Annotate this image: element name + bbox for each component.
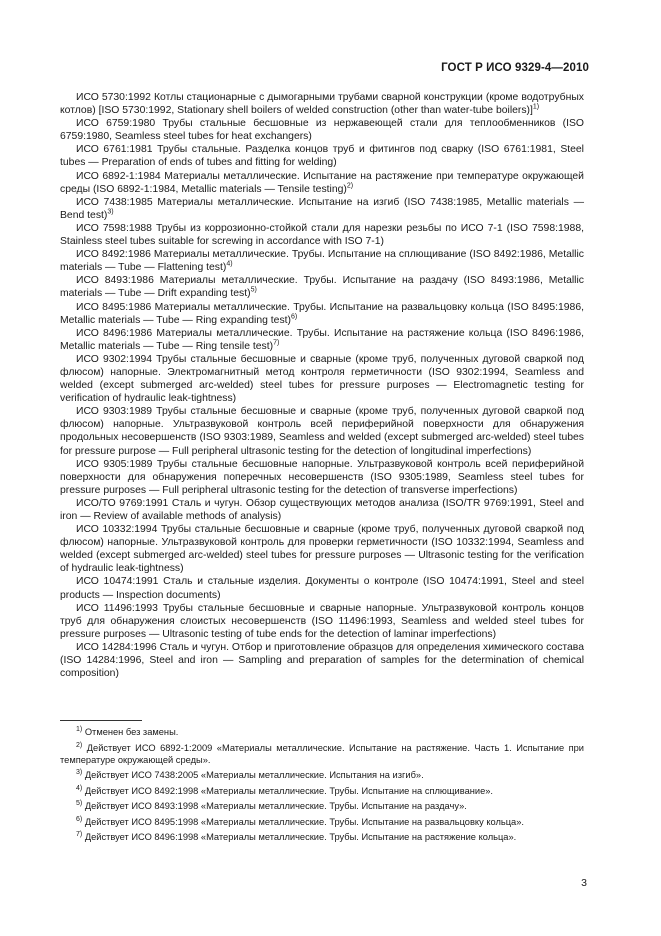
- reference-item: [60, 458, 584, 497]
- reference-item: [60, 91, 584, 117]
- reference-text: ИСО 8493:1986 Материалы металлические. Трубы. Испытание на раздачу (ISO 8493:1986, Metallic materials — Tube — Drift expanding test): [60, 275, 584, 300]
- footnote-separator: [60, 720, 142, 721]
- reference-text: ИСО 9302:1994 Трубы стальные бесшовные и сварные (кроме труб, полученных дуговой сваркой под флюсом) напорные. Электромагнитный метод контроля герметичности (ISO 9302:1994, Seamless and welded (except submerged arc-welded) steel tubes for pressure purposes — Electromagnetic testing for verification of hydraulic leak-tightness): [60, 353, 584, 405]
- reference-text: ИСО 10474:1991 Сталь и стальные изделия. Документы о контроле (ISO 10474:1991, Steel and steel products — Inspection documents): [60, 576, 584, 601]
- reference-item: [60, 523, 584, 575]
- footnote-item: [60, 816, 584, 828]
- reference-item: [60, 575, 584, 601]
- reference-item: [60, 196, 584, 222]
- footnote-text: Действует ИСО 6892-1:2009 «Материалы металлические. Испытание на растяжение. Часть 1. Испытание при температуре окружающей среды».: [60, 742, 584, 765]
- reference-text: ИСО 7598:1988 Трубы из коррозионно-стойкой стали для нарезки резьбы по ИСО 7-1 (ISO 7598:1988, Stainless steel tubes suitable for screwing in accordance with ISO 7-1): [60, 222, 584, 248]
- footnote-mark: 2): [346, 182, 354, 190]
- reference-text: ИСО 8492:1986 Материалы металлические. Трубы. Испытание на сплющивание (ISO 8492:1986, Metallic materials — Tube — Flattening test): [60, 249, 584, 274]
- footnote-item: [60, 726, 584, 738]
- footnote-mark: 7): [273, 339, 280, 347]
- footnote-text: Отменен без замены.: [84, 727, 179, 737]
- reference-item: [60, 327, 584, 353]
- reference-item: [60, 117, 584, 143]
- reference-text: ИСО 8496:1986 Материалы металлические. Трубы. Испытание на растяжение кольца (ISO 8496:1986, Metallic materials — Tube — Ring tensile test): [60, 327, 584, 352]
- reference-text: ИСО 10332:1994 Трубы стальные бесшовные и сварные (кроме труб, полученных дуговой сваркой под флюсом) напорные. Ультразвуковой контроль для проверки герметичности (ISO 10332:1994, Seamless and welded (except submerged arc-welded) steel tubes for pressure purposes — Ultrasonic testing for the verification of hydraulic leak-tightness): [60, 524, 584, 575]
- footnote-item: [60, 800, 584, 812]
- reference-text: ИСО 6761:1981 Трубы стальные. Разделка концов труб и фитингов под сварку (ISO 6761:1981, Steel tubes — Preparation of ends of tubes and fitting for welding): [60, 144, 584, 169]
- reference-item: [60, 274, 584, 300]
- reference-text: ИСО 14284:1996 Сталь и чугун. Отбор и приготовление образцов для определения химического состава (ISO 14284:1996, Steel and iron — Sampling and preparation of samples for the determination of chemical composition): [60, 641, 584, 680]
- footnote-text: Действует ИСО 8495:1998 «Материалы металлические. Трубы. Испытание на развальцовку кольца».: [84, 816, 524, 827]
- footnote-text: Действует ИСО 8496:1998 «Материалы металлические. Трубы. Испытание на растяжение кольца».: [84, 832, 517, 842]
- footnote-mark: 1): [532, 103, 540, 111]
- footnote-text: Действует ИСО 7438:2005 «Материалы металлические. Испытания на изгиб».: [84, 770, 424, 780]
- footnote-item: [60, 742, 584, 766]
- footnote-mark: 7): [76, 830, 83, 838]
- footnote-mark: 4): [76, 784, 83, 792]
- reference-text: ИСО/ТО 9769:1991 Сталь и чугун. Обзор существующих методов анализа (ISO/TR 9769:1991, Steel and iron — Review of available methods of analysis): [60, 497, 584, 522]
- reference-item: [60, 301, 584, 327]
- reference-item: [60, 222, 584, 248]
- page-number: 3: [581, 877, 587, 889]
- footnote-mark: 3): [76, 768, 83, 776]
- normative-references-list: [60, 91, 584, 680]
- footnote-mark: 5): [250, 286, 257, 294]
- reference-item: [60, 248, 584, 274]
- footnote-mark: 2): [76, 741, 83, 749]
- footnote-mark: 6): [76, 815, 83, 823]
- footnote-item: [60, 785, 584, 797]
- footnote-text: Действует ИСО 8493:1998 «Материалы металлические. Трубы. Испытание на раздачу».: [84, 801, 467, 811]
- footnote-mark: 6): [291, 313, 298, 321]
- reference-text: ИСО 5730:1992 Котлы стационарные с дымогарными трубами сварной конструкции (кроме водотрубных котлов) [ISO 5730:1992, Stationary shell boilers of welded construction (other than water-tube boilers)]: [60, 92, 584, 117]
- reference-text: ИСО 11496:1993 Трубы стальные бесшовные и сварные напорные. Ультразвуковой контроль концов труб для обнаружения слоистых несовершенств (ISO 11496:1993, Seamless and welded steel tubes for pressure purposes — Ultrasonic testing of tube ends for the detection of laminar imperfections): [60, 602, 584, 640]
- footnote-mark: 5): [76, 799, 83, 807]
- reference-text: ИСО 8495:1986 Материалы металлические. Трубы. Испытание на развальцовку кольца (ISO 8495:1986, Metallic materials — Tube — Ring expanding test): [60, 301, 584, 326]
- footnote-mark: 3): [107, 208, 114, 216]
- document-code-header: ГОСТ Р ИСО 9329-4—2010: [441, 62, 589, 74]
- reference-item: [60, 143, 584, 169]
- reference-item: [60, 602, 584, 641]
- reference-item: [60, 497, 584, 523]
- reference-item: [60, 641, 584, 680]
- reference-text: ИСО 6892-1:1984 Материалы металлические. Испытание на растяжение при температуре окружающей среды (ISO 6892-1:1984, Metallic materials — Tensile testing): [60, 170, 584, 195]
- footnote-item: [60, 769, 584, 781]
- reference-item: [60, 405, 584, 457]
- reference-text: ИСО 9303:1989 Трубы стальные бесшовные и сварные (кроме труб, полученных дуговой сваркой под флюсом) напорные. Ультразвуковой контроль всей периферийной поверхности для обнаружения продольных несовершенств (ISO 9303:1989, Seamless and welded (except submerged arc-welded) steel tubes for pressure purpose — Full peripheral ultrasonic testing for the detection of longitudinal imperfections): [60, 406, 584, 457]
- footnote-mark: 4): [226, 260, 233, 268]
- reference-text: ИСО 7438:1985 Материалы металлические. Испытание на изгиб (ISO 7438:1985, Metallic materials — Bend test): [60, 196, 584, 221]
- reference-text: ИСО 9305:1989 Трубы стальные бесшовные напорные. Ультразвуковой контроль всей периферийной поверхности для обнаружения поперечных несовершенств (ISO 9305:1989, Seamless steel tubes for pressure purposes — Full peripheral ultrasonic testing for the detection of transverse imperfections): [60, 458, 584, 496]
- reference-item: [60, 170, 584, 196]
- footnote-mark: 1): [76, 725, 83, 733]
- reference-text: ИСО 6759:1980 Трубы стальные бесшовные из нержавеющей стали для теплообменников (ISO 6759:1980, Seamless steel tubes for heat exchangers): [60, 118, 584, 143]
- footnotes-list: [60, 726, 584, 847]
- footnote-text: Действует ИСО 8492:1998 «Материалы металлические. Трубы. Испытание на сплющивание».: [84, 785, 493, 796]
- footnote-item: [60, 831, 584, 843]
- reference-item: [60, 353, 584, 405]
